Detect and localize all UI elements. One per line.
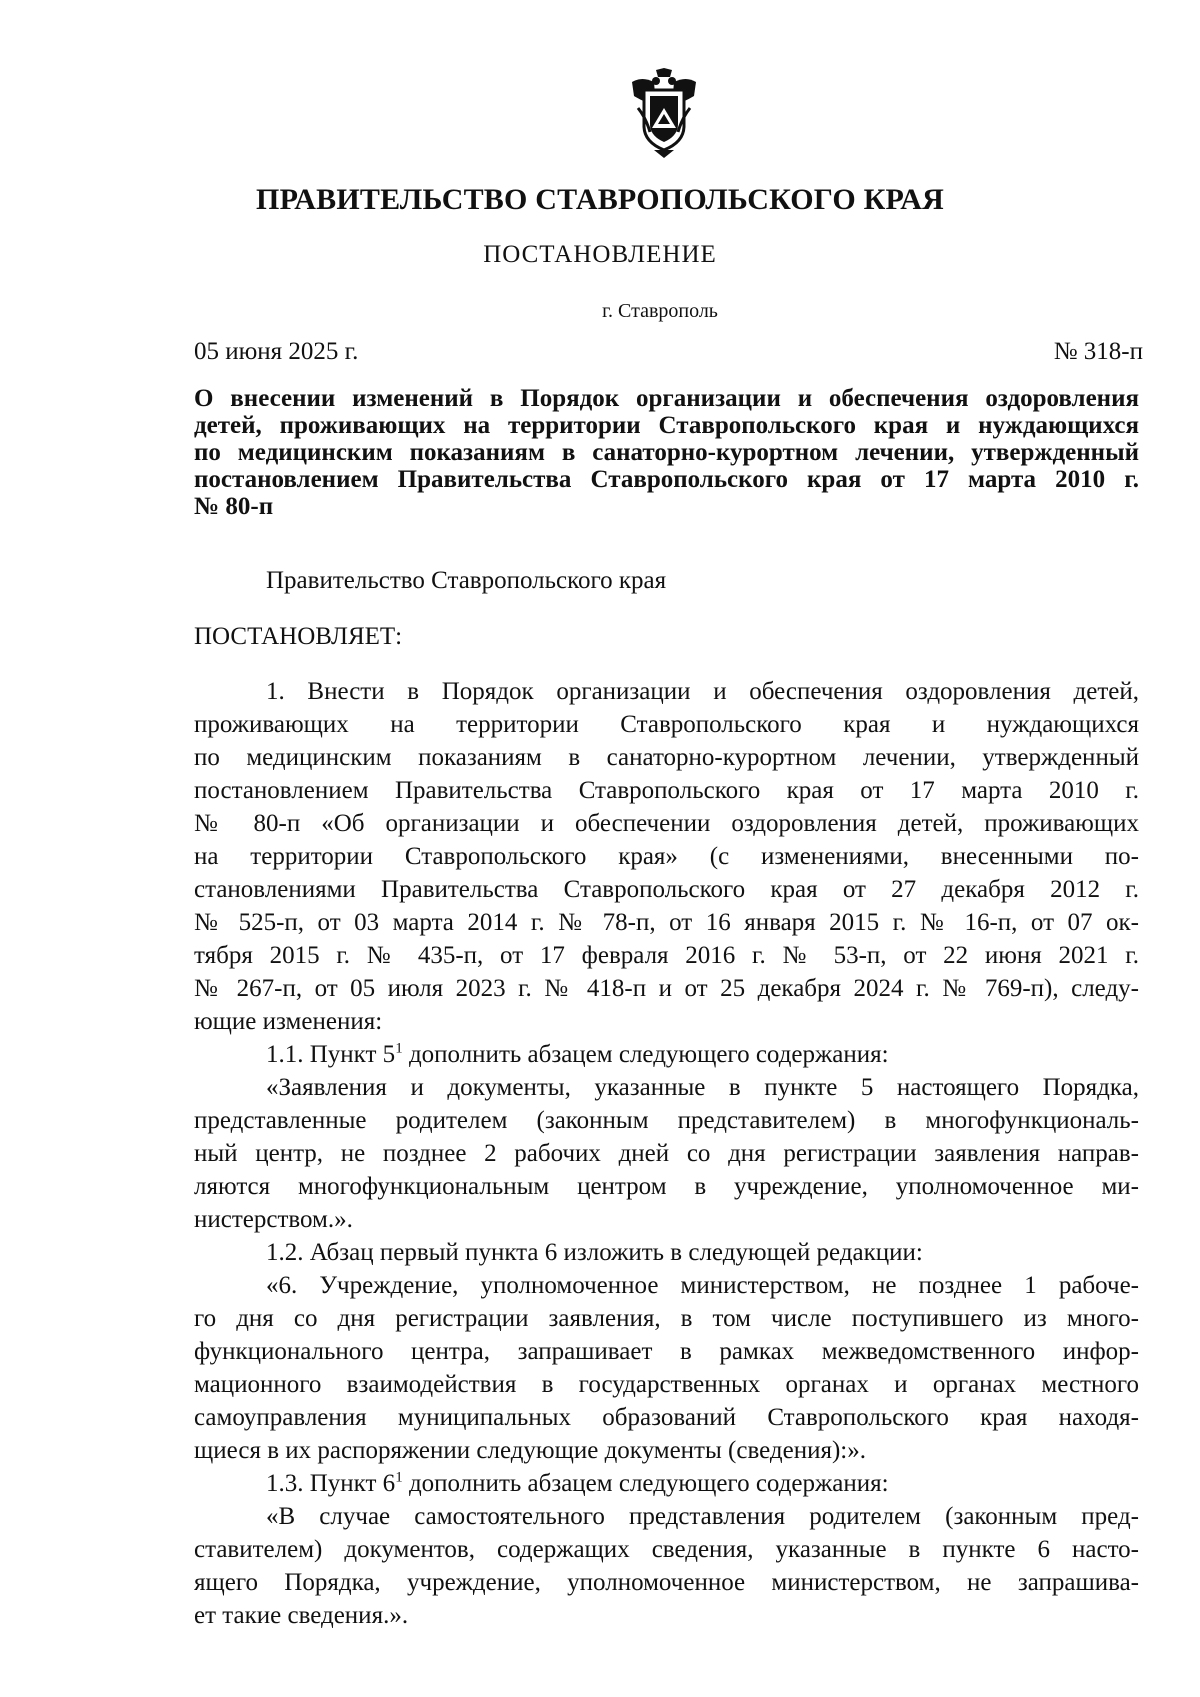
body-line: на территории Ставропольского края» (с изменениями, внесенными по-: [194, 843, 1139, 870]
body-line: становлениями Правительства Ставропольского края от 27 декабря 2012 г.: [194, 876, 1139, 903]
item-1-1-prefix: 1.1. Пункт 5: [266, 1041, 396, 1068]
organization-title: ПРАВИТЕЛЬСТВО СТАВРОПОЛЬСКОГО КРАЯ: [256, 183, 944, 216]
body-line: 1.2. Абзац первый пункта 6 изложить в следующей редакции:: [266, 1239, 923, 1266]
body-line: проживающих на территории Ставропольского края и нуждающихся: [194, 711, 1139, 738]
body-line: функционального центра, запрашивает в рамках межведомственного инфор-: [194, 1338, 1139, 1365]
body-line-item-1-3: [194, 1467, 1139, 1500]
body-line: го дня со дня регистрации заявления, в том числе поступившего из много-: [194, 1305, 1139, 1332]
body-line: № 80-п «Об организации и обеспечении оздоровления детей, проживающих: [194, 810, 1139, 837]
superscript: 1: [395, 1040, 403, 1057]
body-line: 1. Внести в Порядок организации и обеспечения оздоровления детей,: [266, 678, 1139, 705]
body-line: № 267-п, от 05 июля 2023 г. № 418-п и от 25 декабря 2024 г. № 769-п), следу-: [194, 975, 1139, 1002]
coat-of-arms-emblem: [628, 68, 700, 158]
intro-text: Правительство Ставропольского края: [266, 567, 667, 594]
city-label: г. Ставрополь: [602, 300, 718, 322]
body-line: № 525-п, от 03 марта 2014 г. № 78-п, от 16 января 2015 г. № 16-п, от 07 ок-: [194, 909, 1139, 936]
body-line-item-1-1: [194, 1038, 1139, 1071]
document-number: № 318-п: [1053, 338, 1143, 365]
subject-line: детей, проживающих на территории Ставропольского края и нуждающихся: [194, 412, 1139, 439]
body-line: «В случае самостоятельного представления родителем (законным пред-: [266, 1503, 1139, 1530]
subject-line: № 80-п: [194, 493, 274, 520]
body-line: постановлением Правительства Ставропольского края от 17 марта 2010 г.: [194, 777, 1139, 804]
body-line: самоуправления муниципальных образований Ставропольского края находя-: [194, 1404, 1139, 1431]
item-1-3-suffix: дополнить абзацем следующего содержания:: [402, 1470, 889, 1497]
document-body: [194, 675, 1139, 1632]
body-line: «Заявления и документы, указанные в пункте 5 настоящего Порядка,: [266, 1074, 1139, 1101]
body-line: ляются многофункциональным центром в учреждение, уполномоченное ми-: [194, 1173, 1139, 1200]
subject-line: по медицинским показаниям в санаторно-курортном лечении, утвержденный: [194, 439, 1139, 466]
body-line: щиеся в их распоряжении следующие документы (сведения):».: [194, 1437, 866, 1464]
body-line: мационного взаимодействия в государственных органах и органах местного: [194, 1371, 1139, 1398]
item-1-1-suffix: дополнить абзацем следующего содержания:: [402, 1041, 889, 1068]
body-line: по медицинским показаниям в санаторно-курортном лечении, утвержденный: [194, 744, 1139, 771]
body-line: «6. Учреждение, уполномоченное министерством, не позднее 1 рабоче-: [266, 1272, 1139, 1299]
document-type: ПОСТАНОВЛЕНИЕ: [483, 241, 717, 268]
body-line: ставителем) документов, содержащих сведения, указанные в пункте 6 насто-: [194, 1536, 1139, 1563]
body-line: ящего Порядка, учреждение, уполномоченное министерством, не запрашива-: [194, 1569, 1139, 1596]
body-line: нистерством.».: [194, 1206, 353, 1233]
superscript: 1: [395, 1469, 403, 1486]
document-subject: [194, 385, 1139, 520]
body-line: ющие изменения:: [194, 1008, 383, 1035]
body-line: ный центр, не позднее 2 рабочих дней со дня регистрации заявления направ-: [194, 1140, 1139, 1167]
body-line: представленные родителем (законным представителем) в многофункциональ-: [194, 1107, 1139, 1134]
decree-word: ПОСТАНОВЛЯЕТ:: [194, 623, 403, 650]
subject-line: постановлением Правительства Ставропольского края от 17 марта 2010 г.: [194, 466, 1139, 493]
subject-line: О внесении изменений в Порядок организации и обеспечения оздоровления: [194, 385, 1139, 412]
item-1-3-prefix: 1.3. Пункт 6: [266, 1470, 396, 1497]
body-line: тября 2015 г. № 435-п, от 17 февраля 2016 г. № 53-п, от 22 июня 2021 г.: [194, 942, 1139, 969]
document-date: 05 июня 2025 г.: [194, 338, 359, 365]
body-line: ет такие сведения.».: [194, 1602, 409, 1629]
